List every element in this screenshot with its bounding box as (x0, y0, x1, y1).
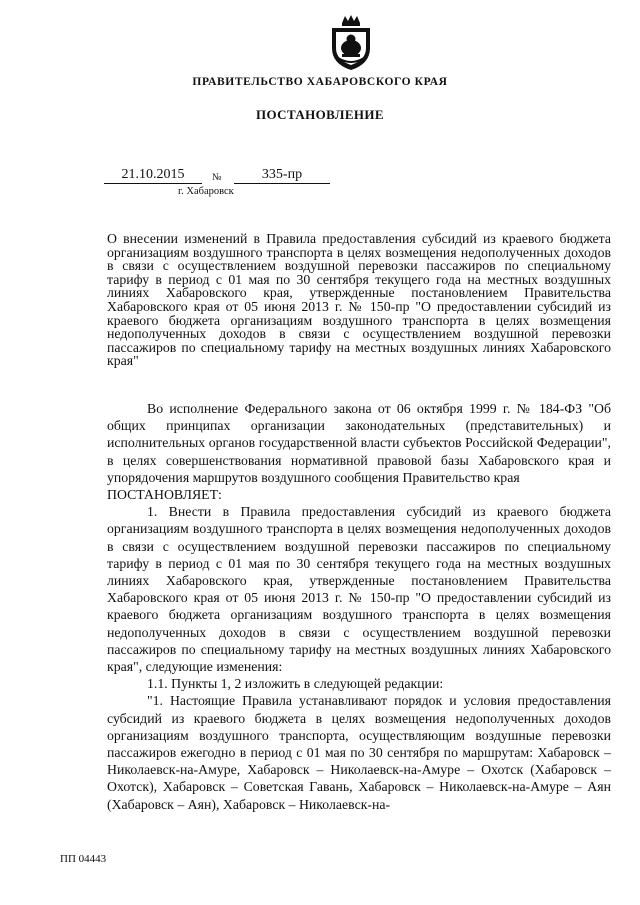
document-number: 335-пр (234, 167, 330, 184)
quoted-rule-paragraph: "1. Настоящие Правила устанавливают порядок и условия предоставления субсидий из краевого бюджета в целях возмещения недополученных доходов организациям воздушного транспорта, осуществляющим воздушные перевозки пассажиров ежегодно в период с 01 мая по 30 сентября по маршрутам: Хабаровск – Николаевск-на-Амуре, Хабаровск – Николаевск-на-Амуре – Охотск (Хабаровск – Охотск), Хабаровск – Советская Гавань, Хабаровск – Николаевск-на-Амуре – Аян (Хабаровск – Аян), Хабаровск – Николаевск-на- (107, 693, 611, 812)
document-date: 21.10.2015 (104, 167, 202, 184)
item-1-1-paragraph: 1.1. Пункты 1, 2 изложить в следующей редакции: (147, 676, 444, 692)
document-type: ПОСТАНОВЛЕНИЕ (255, 107, 385, 122)
government-title: ПРАВИТЕЛЬСТВО ХАБАРОВСКОГО КРАЯ (192, 76, 448, 88)
coat-of-arms-emblem (328, 14, 374, 72)
document-city: г. Хабаровск (178, 186, 234, 197)
resolves-heading: ПОСТАНОВЛЯЕТ: (107, 487, 222, 503)
item-1-paragraph: 1. Внести в Правила предоставления субсидий из краевого бюджета организациям воздушного транспорта в целях возмещения недополученных доходов в связи с осуществлением воздушной перевозки пассажиров по специальному тарифу в период с 01 мая по 30 сентября текущего года на местных воздушных линиях Хабаровского края, утвержденные постановлением Правительства Хабаровского края от 05 июня 2013 г. № 150-пр "О предоставлении субсидий из краевого бюджета организациям воздушного транспорта в целях возмещения недополученных доходов в связи с осуществлением воздушной перевозки пассажиров по специальному тарифу на местных воздушных линиях Хабаровского края", следующие изменения: (107, 504, 611, 675)
document-body (107, 400, 611, 813)
intro-paragraph: Во исполнение Федерального закона от 06 октября 1999 г. № 184-ФЗ "Об общих принципах организации законодательных (представительных) и исполнительных органов государственной власти субъектов Российской Федерации", в целях совершенствования нормативной правовой базы Хабаровского края и упорядочения маршрутов воздушного сообщения Правительство края (107, 401, 611, 485)
document-subject: О внесении изменений в Правила предоставления субсидий из краевого бюджета организациям воздушного транспорта в целях возмещения недополученных доходов в связи с осуществлением воздушной перевозки пассажиров по специальному тарифу в период с 01 мая по 30 сентября текущего года на местных воздушных линиях Хабаровского края, утвержденные постановлением Правительства Хабаровского края от 05 июня 2013 г. № 150-пр "О предоставлении субсидий из краевого бюджета организациям воздушного транспорта в целях возмещения недополученных доходов в связи с осуществлением воздушной перевозки пассажиров по специальному тарифу на местных воздушных линиях Хабаровского края" (107, 231, 611, 369)
footer-code: ПП 04443 (60, 853, 107, 865)
number-sign: № (212, 172, 222, 183)
